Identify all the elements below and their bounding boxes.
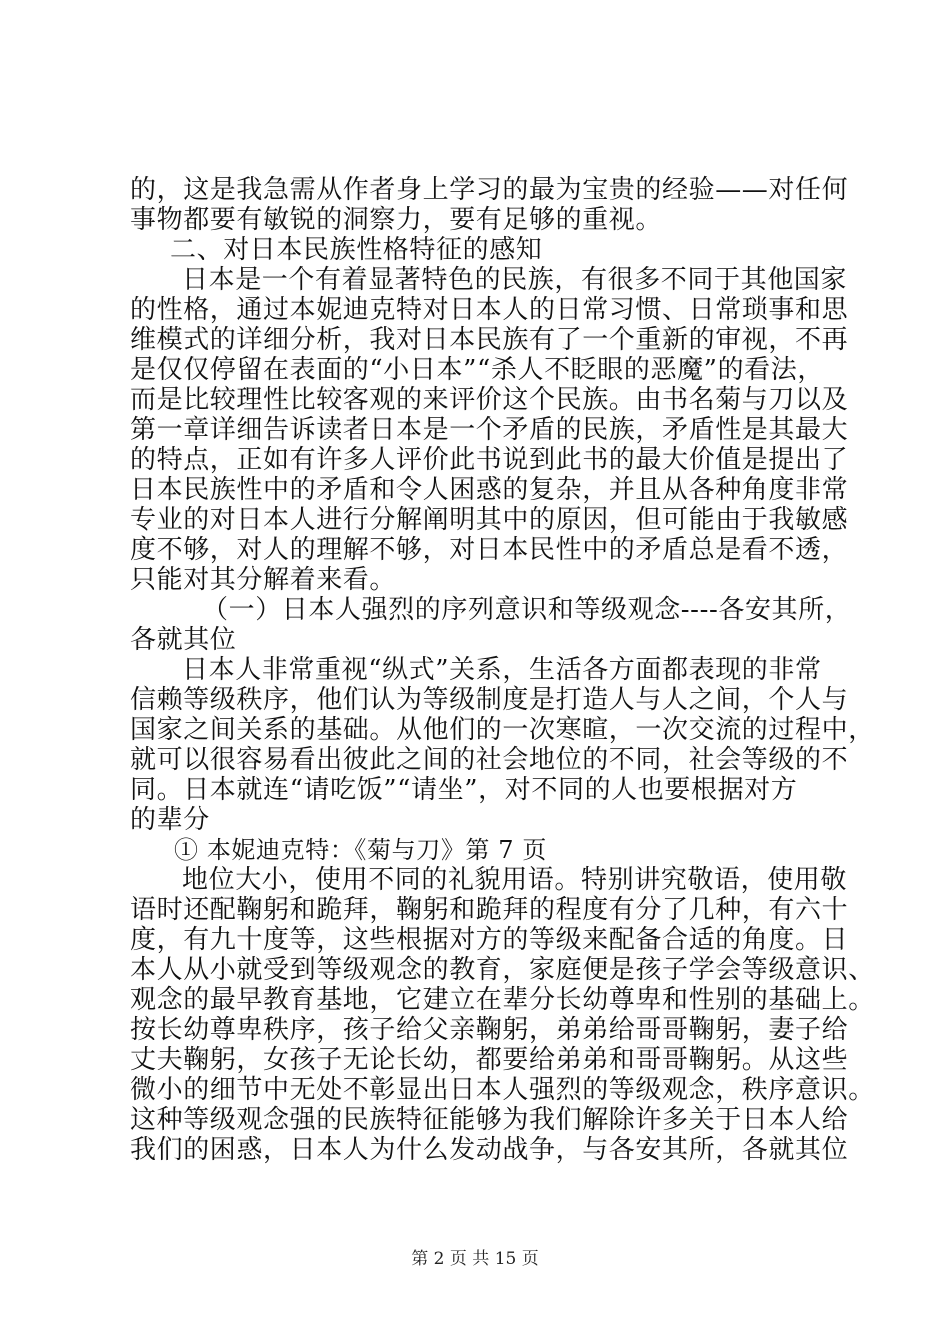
paragraph-start: 地位大小，使用不同的礼貌用语。特别讲究敬语，使用敬 [182, 865, 848, 895]
paragraph-start: 日本人非常重视“纵式”关系，生活各方面都表现的非常 [182, 655, 822, 685]
text-line: 微小的细节中无处不彰显出日本人强烈的等级观念，秩序意识。 [130, 1075, 875, 1105]
text-line: 我们的困惑，日本人为什么发动战争，与各安其所，各就其位 [130, 1135, 849, 1165]
section-heading: 二、对日本民族性格特征的感知 [170, 235, 543, 265]
paragraph-start: 日本是一个有着显著特色的民族，有很多不同于其他国家 [182, 265, 848, 295]
text-line: 而是比较理性比较客观的来评价这个民族。由书名菊与刀以及 [130, 385, 849, 415]
subsection-heading: （一）日本人强烈的序列意识和等级观念----各安其所， [202, 595, 852, 625]
text-line: 观念的最早教育基地，它建立在辈分长幼尊卑和性别的基础上。 [130, 985, 875, 1015]
text-line: 国家之间关系的基础。从他们的一次寒暄，一次交流的过程中， [130, 715, 875, 745]
page-number: 第 2 页 共 15 页 [411, 1249, 539, 1269]
text-line: 度，有九十度等，这些根据对方的等级来配备合适的角度。日 [130, 925, 849, 955]
text-line: 度不够，对人的理解不够，对日本民性中的矛盾总是看不透， [130, 535, 849, 565]
text-line: 这种等级观念强的民族特征能够为我们解除许多关于日本人给 [130, 1105, 849, 1135]
text-line: 就可以很容易看出彼此之间的社会地位的不同，社会等级的不 [130, 745, 849, 775]
text-line: 同。日本就连“请吃饭”“请坐”，对不同的人也要根据对方 [130, 775, 798, 805]
text-line: 的特点，正如有许多人评价此书说到此书的最大价值是提出了 [130, 445, 849, 475]
text-line: 的性格，通过本妮迪克特对日本人的日常习惯、日常琐事和思 [130, 295, 849, 325]
text-line: 专业的对日本人进行分解阐明其中的原因，但可能由于我敏感 [130, 505, 849, 535]
text-line: 本人从小就受到等级观念的教育，家庭便是孩子学会等级意识、 [130, 955, 875, 985]
text-line: 的辈分 [130, 805, 210, 835]
document-body [130, 175, 875, 1165]
subsection-heading-cont: 各就其位 [130, 625, 237, 655]
text-line: 是仅仅停留在表面的“小日本”“杀人不眨眼的恶魔”的看法， [130, 355, 824, 385]
text-line: 事物都要有敏锐的洞察力，要有足够的重视。 [130, 205, 663, 235]
footnote: ① 本妮迪克特：《菊与刀》第 7 页 [174, 836, 547, 864]
text-line: 第一章详细告诉读者日本是一个矛盾的民族，矛盾性是其最大 [130, 415, 849, 445]
text-line: 的，这是我急需从作者身上学习的最为宝贵的经验——对任何 [130, 175, 849, 205]
text-line: 丈夫鞠躬，女孩子无论长幼，都要给弟弟和哥哥鞠躬。从这些 [130, 1045, 849, 1075]
text-line: 日本民族性中的矛盾和令人困惑的复杂，并且从各种角度非常 [130, 475, 849, 505]
text-line: 语时还配鞠躬和跪拜，鞠躬和跪拜的程度有分了几种，有六十 [130, 895, 849, 925]
text-line: 按长幼尊卑秩序，孩子给父亲鞠躬，弟弟给哥哥鞠躬，妻子给 [130, 1015, 849, 1045]
text-line: 维模式的详细分析，我对日本民族有了一个重新的审视，不再 [130, 325, 849, 355]
text-line: 信赖等级秩序，他们认为等级制度是打造人与人之间，个人与 [130, 685, 849, 715]
text-line: 只能对其分解着来看。 [130, 565, 397, 595]
